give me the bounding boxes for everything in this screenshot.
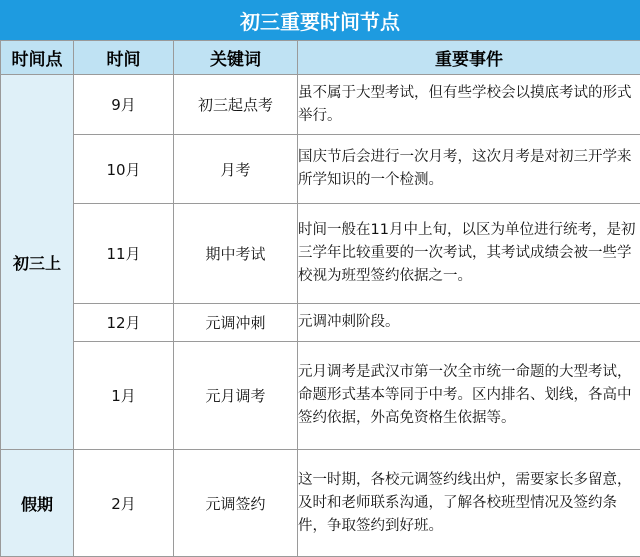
keyword-cell: 元调签约 (174, 450, 298, 557)
page-title: 初三重要时间节点 (0, 0, 640, 41)
time-cell: 9月 (74, 75, 174, 135)
event-cell: 元调冲刺阶段。 (298, 304, 640, 342)
keyword-cell: 初三起点考 (174, 75, 298, 135)
table-row (1, 75, 640, 135)
table-row (1, 342, 640, 450)
keyword-cell: 月考 (174, 135, 298, 204)
header-time: 时间 (74, 41, 174, 75)
table-row (1, 135, 640, 204)
time-cell: 2月 (74, 450, 174, 557)
event-cell: 这一时期，各校元调签约线出炉，需要家长多留意，及时和老师联系沟通，了解各校班型情况及签约条件，争取签约到好班。 (298, 450, 640, 557)
table-row (1, 450, 640, 557)
keyword-cell: 期中考试 (174, 204, 298, 304)
table-row (1, 304, 640, 342)
time-cell: 12月 (74, 304, 174, 342)
schedule-table (0, 40, 640, 557)
header-row (1, 41, 640, 75)
header-phase: 时间点 (1, 41, 74, 75)
keyword-cell: 元调冲刺 (174, 304, 298, 342)
time-cell: 11月 (74, 204, 174, 304)
table-row (1, 204, 640, 304)
header-event: 重要事件 (298, 41, 640, 75)
event-cell: 国庆节后会进行一次月考，这次月考是对初三开学来所学知识的一个检测。 (298, 135, 640, 204)
event-cell: 虽不属于大型考试，但有些学校会以摸底考试的形式举行。 (298, 75, 640, 135)
event-cell: 时间一般在11月中上旬，以区为单位进行统考，是初三学年比较重要的一次考试，其考试成绩会被一些学校视为班型签约依据之一。 (298, 204, 640, 304)
header-keyword: 关键词 (174, 41, 298, 75)
keyword-cell: 元月调考 (174, 342, 298, 450)
event-cell: 元月调考是武汉市第一次全市统一命题的大型考试，命题形式基本等同于中考。区内排名、划线，各高中签约依据，外高免资格生依据等。 (298, 342, 640, 450)
phase-cell: 初三上 (1, 75, 74, 450)
time-cell: 10月 (74, 135, 174, 204)
phase-cell: 假期 (1, 450, 74, 557)
time-cell: 1月 (74, 342, 174, 450)
